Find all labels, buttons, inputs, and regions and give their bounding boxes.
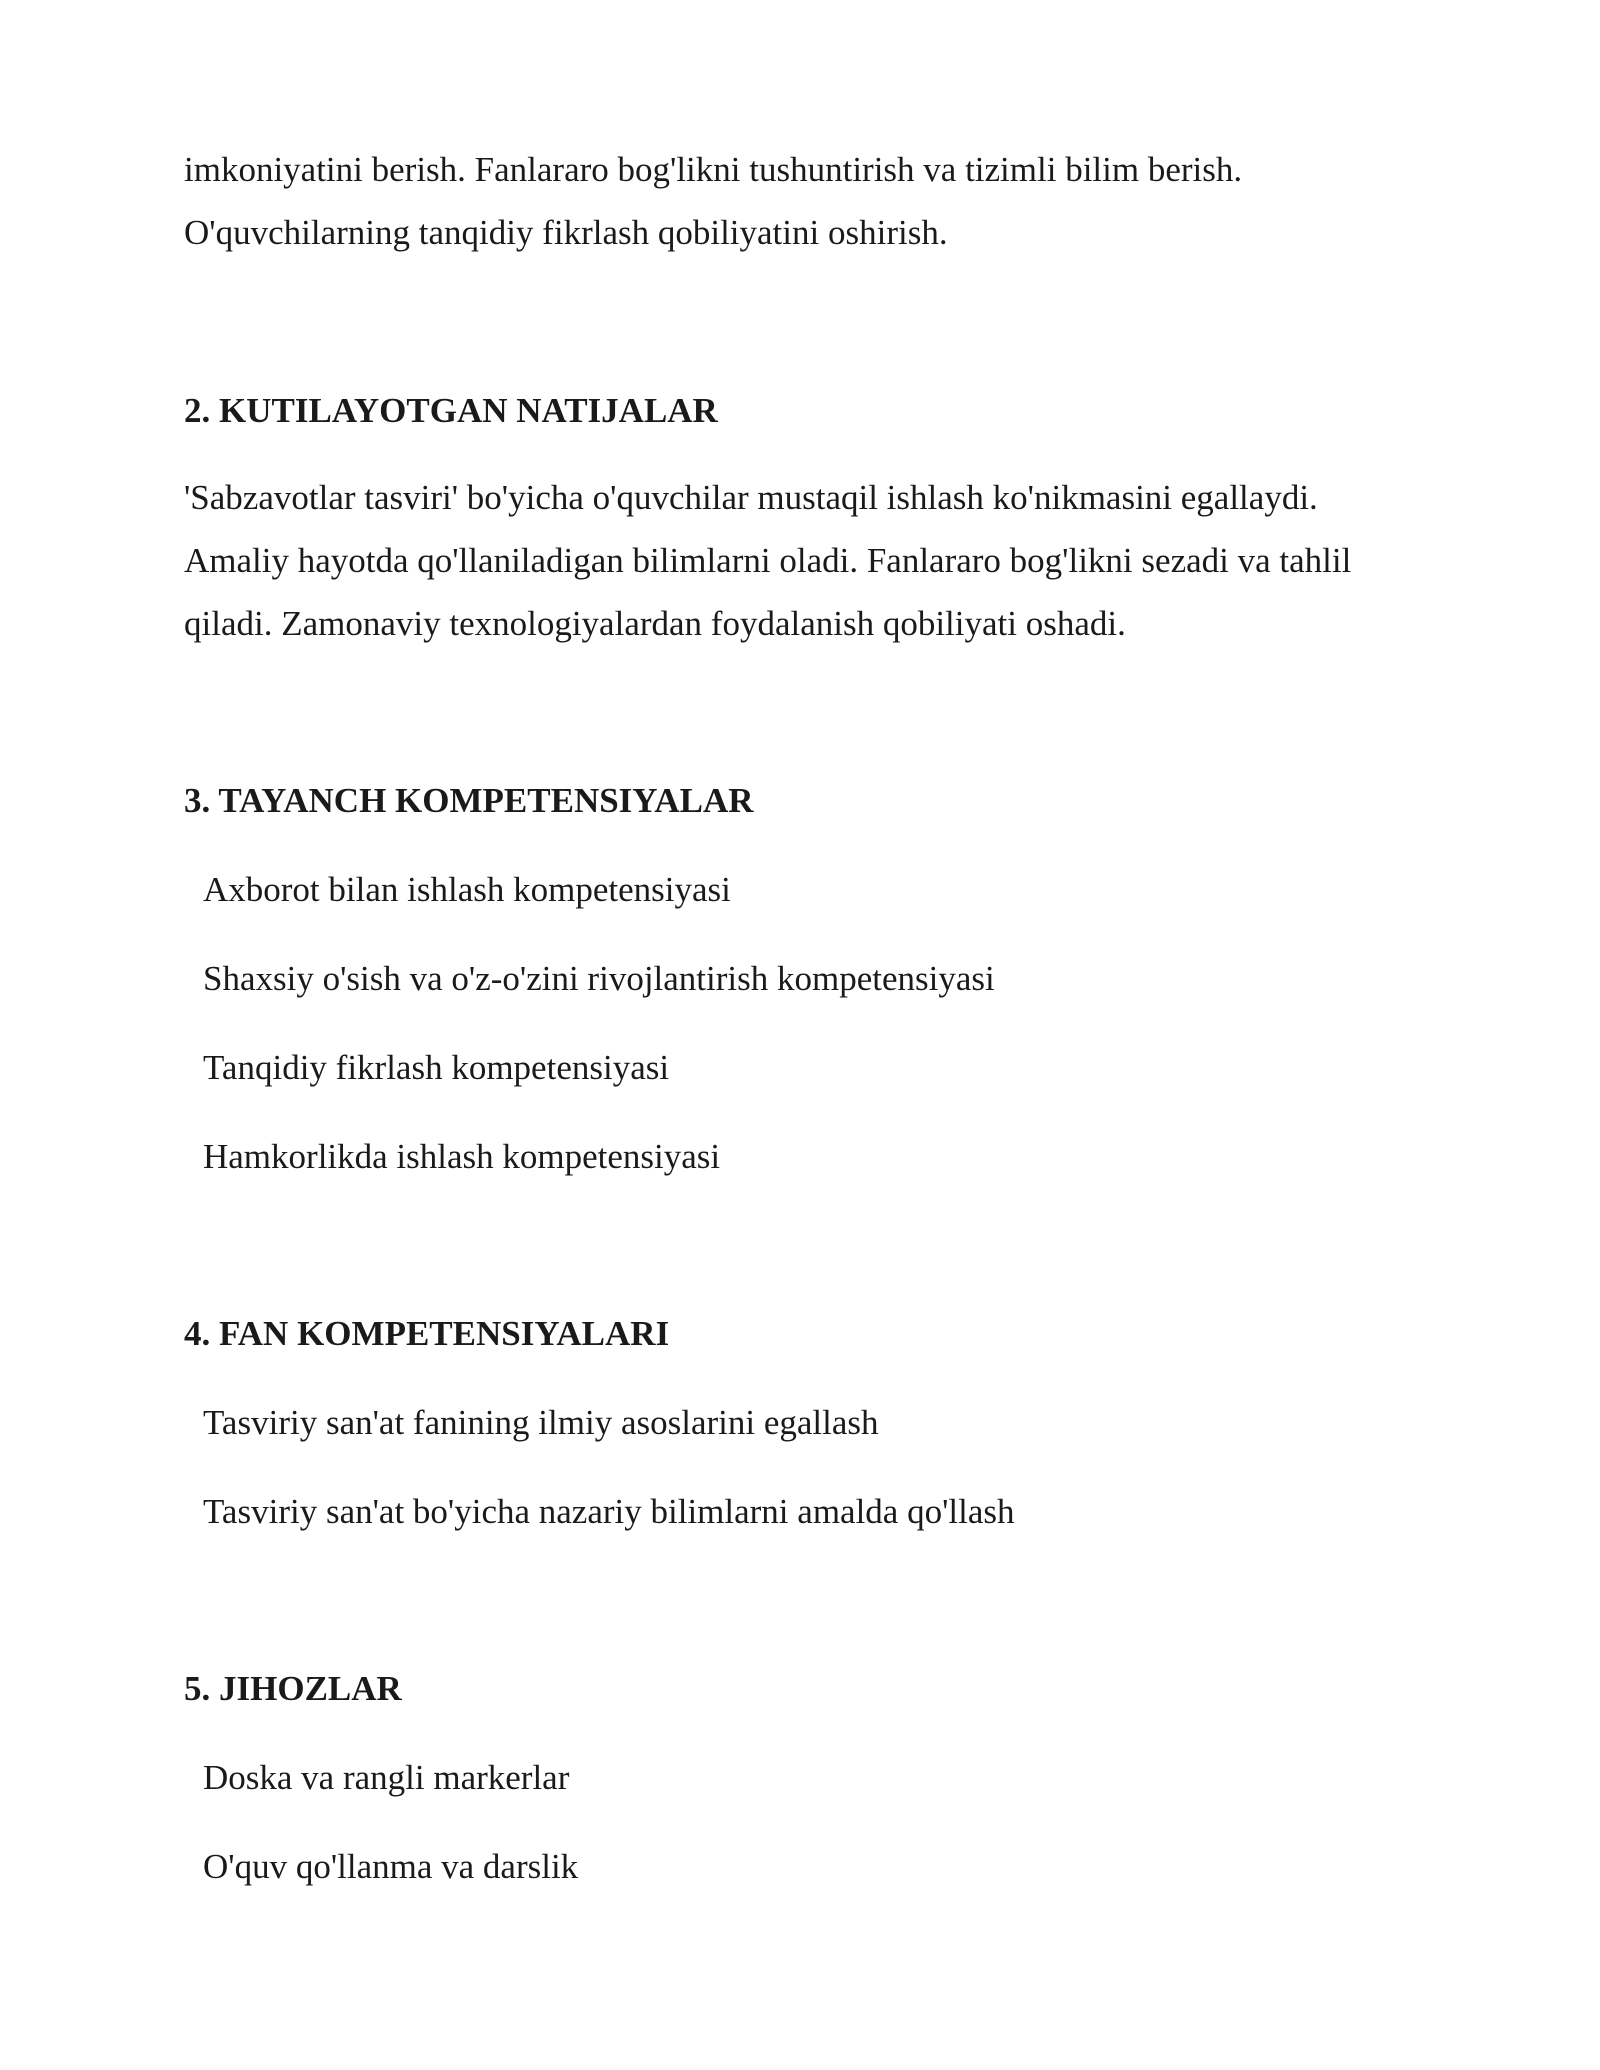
section-heading-tayanch: 3. TAYANCH KOMPETENSIYALAR <box>184 781 754 820</box>
list-item: Tanqidiy fikrlash kompetensiyasi <box>203 1048 670 1087</box>
list-item: Hamkorlikda ishlash kompetensiyasi <box>203 1137 721 1176</box>
list-item: Shaxsiy o'sish va o'z-o'zini rivojlantirish kompetensiyasi <box>203 959 995 998</box>
section-heading-fan: 4. FAN KOMPETENSIYALARI <box>184 1314 670 1353</box>
list-item: Tasviriy san'at bo'yicha nazariy bilimlarni amalda qo'llash <box>203 1492 1015 1531</box>
list-item: O'quv qo'llanma va darslik <box>203 1847 579 1886</box>
natijalar-line-2: Amaliy hayotda qo'llaniladigan bilimlarni oladi. Fanlararo bog'likni sezadi va tahlil <box>184 541 1352 580</box>
list-item: Tasviriy san'at fanining ilmiy asoslarini egallash <box>203 1403 879 1442</box>
list-item: Doska va rangli markerlar <box>203 1758 570 1797</box>
intro-line-2: O'quvchilarning tanqidiy fikrlash qobiliyatini oshirish. <box>184 213 948 252</box>
section-heading-natijalar: 2. KUTILAYOTGAN NATIJALAR <box>184 391 718 430</box>
natijalar-line-3: qiladi. Zamonaviy texnologiyalardan foydalanish qobiliyati oshadi. <box>184 604 1126 643</box>
natijalar-line-1: 'Sabzavotlar tasviri' bo'yicha o'quvchilar mustaqil ishlash ko'nikmasini egallaydi. <box>184 478 1318 517</box>
section-heading-jihozlar: 5. JIHOZLAR <box>184 1669 402 1708</box>
list-item: Axborot bilan ishlash kompetensiyasi <box>203 870 731 909</box>
intro-line-1: imkoniyatini berish. Fanlararo bog'likni tushuntirish va tizimli bilim berish. <box>184 150 1243 189</box>
